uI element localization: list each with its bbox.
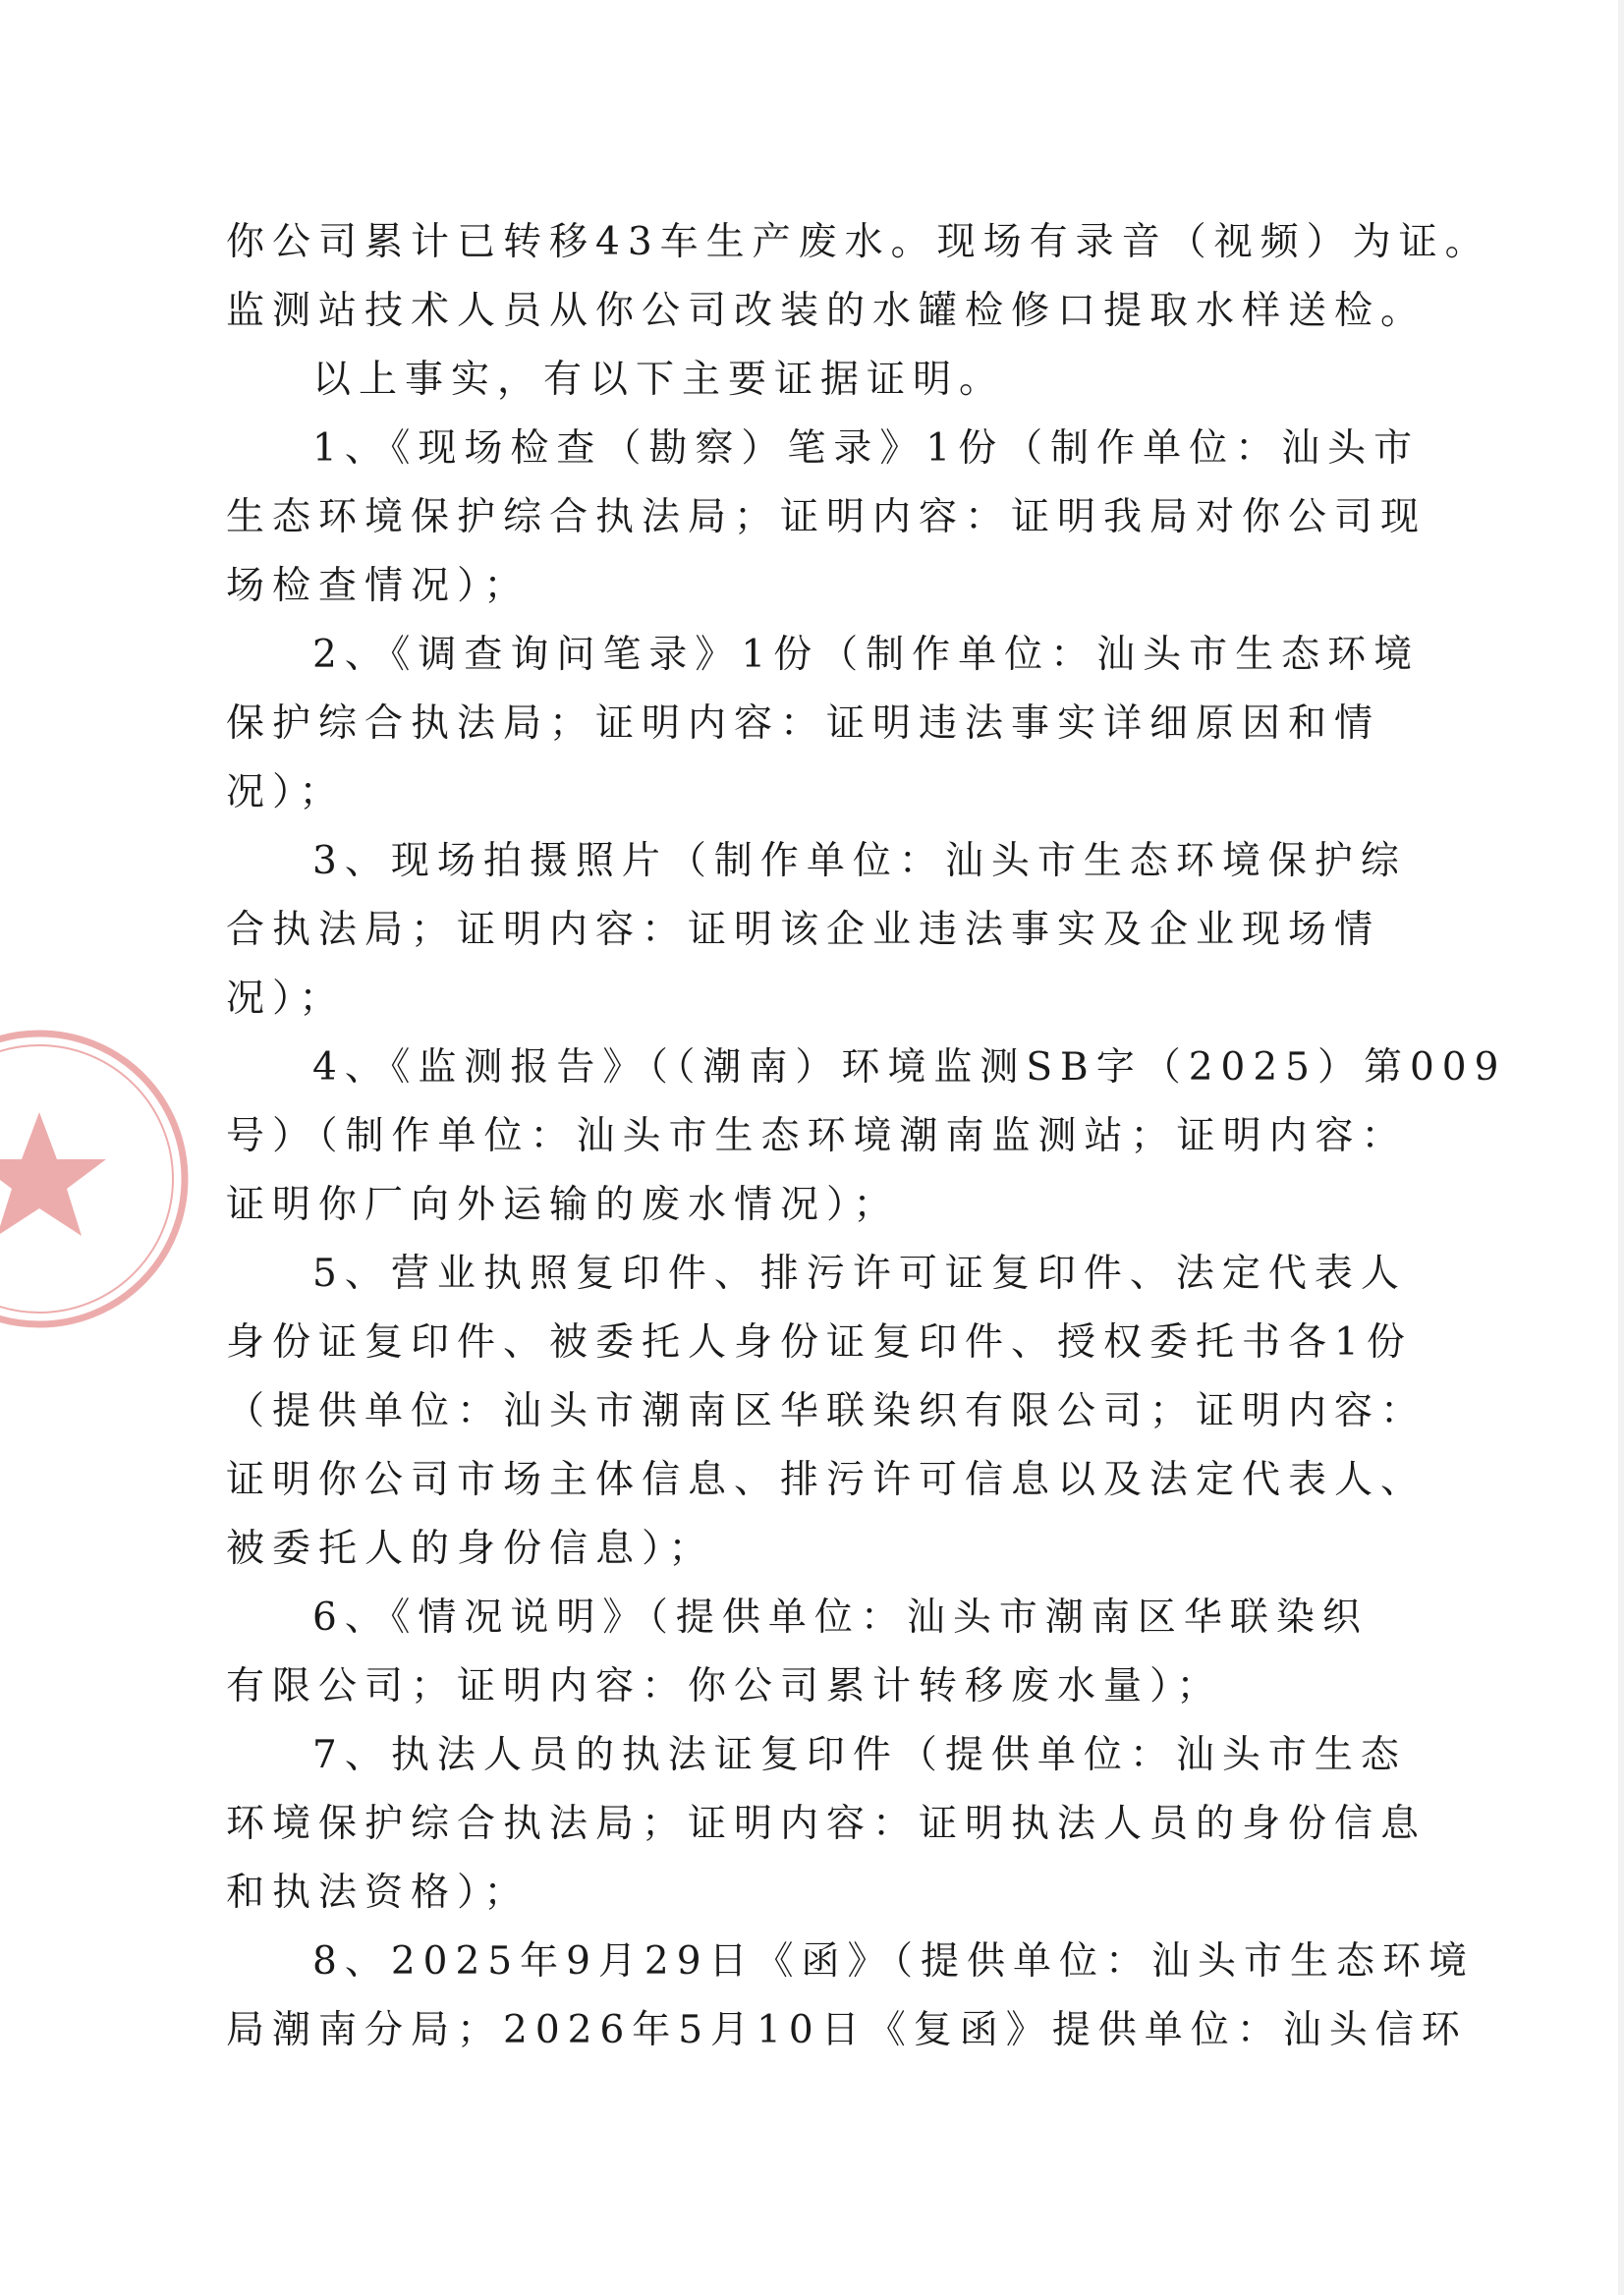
text-line: 保护综合执法局；证明内容：证明违法事实详细原因和情 (226, 701, 1381, 746)
text-line: 你公司累计已转移43车生产废水。现场有录音（视频）为证。 (226, 220, 1491, 264)
text-line: 证明你厂向外运输的废水情况）； (226, 1183, 900, 1227)
evidence-item-1: 1、《现场检查（勘察）笔录》1份（制作单位：汕头市 (312, 426, 1421, 471)
evidence-item-6: 6、《情况说明》（提供单位：汕头市潮南区华联染织 (312, 1595, 1369, 1640)
text-line: 被委托人的身份信息）； (226, 1527, 715, 1571)
text-line: 生态环境保护综合执法局；证明内容：证明我局对你公司现 (226, 495, 1428, 539)
text-line: 有限公司；证明内容：你公司累计转移废水量）； (226, 1664, 1223, 1708)
text-line: 况）； (226, 977, 346, 1021)
text-line: （提供单位：汕头市潮南区华联染织有限公司；证明内容： (226, 1389, 1428, 1433)
evidence-item-8: 8、2025年9月29日《函》（提供单位：汕头市生态环境 (312, 1939, 1476, 1984)
text-line: 监测站技术人员从你公司改装的水罐检修口提取水样送检。 (226, 289, 1428, 333)
official-seal-stamp (0, 1022, 196, 1336)
text-line: 以上事实，有以下主要证据证明。 (312, 358, 1006, 402)
text-line: 号）（制作单位：汕头市生态环境潮南监测站；证明内容： (226, 1114, 1408, 1158)
text-line: 身份证复印件、被委托人身份证复印件、授权委托书各1份 (226, 1320, 1413, 1365)
text-line: 场检查情况）； (226, 564, 531, 608)
text-line: 合执法局；证明内容：证明该企业违法事实及企业现场情 (226, 908, 1381, 952)
text-line: 况）； (226, 770, 346, 814)
evidence-item-5: 5、营业执照复印件、排污许可证复印件、法定代表人 (312, 1252, 1407, 1296)
text-line: 证明你公司市场主体信息、排污许可信息以及法定代表人、 (226, 1458, 1428, 1502)
evidence-text-body (226, 208, 1507, 2065)
text-line: 环境保护综合执法局；证明内容：证明执法人员的身份信息 (226, 1802, 1428, 1846)
text-line: 和执法资格）； (226, 1871, 531, 1915)
evidence-item-7: 7、执法人员的执法证复印件（提供单位：汕头市生态 (312, 1733, 1407, 1777)
evidence-item-3: 3、现场拍摄照片（制作单位：汕头市生态环境保护综 (312, 839, 1407, 883)
evidence-item-4: 4、《监测报告》（（潮南）环境监测SB字（2025）第009 (312, 1045, 1507, 1090)
scan-edge-shadow (1618, 0, 1624, 2295)
evidence-item-2: 2、《调查询问笔录》1份（制作单位：汕头市生态环境 (312, 633, 1421, 677)
text-line: 局潮南分局；2026年5月10日《复函》提供单位：汕头信环 (226, 2008, 1468, 2052)
